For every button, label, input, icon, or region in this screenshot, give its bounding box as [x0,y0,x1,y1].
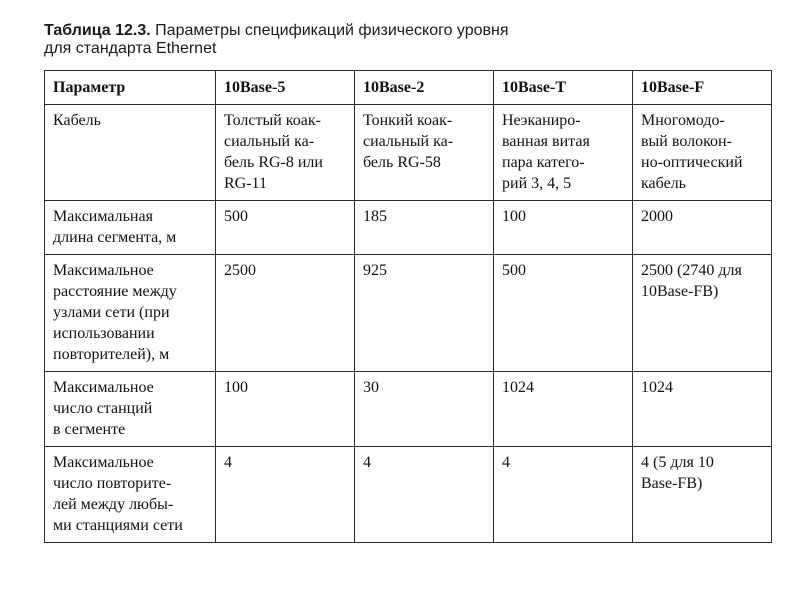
table-cell-10base-2 [355,447,494,543]
cell-line: повторителей), м [53,346,170,363]
table-cell-10base-f [633,447,772,543]
cell-line: вый волокон- [641,133,732,150]
cell-line: 4 [502,454,510,471]
header-row [45,71,772,105]
caption-text-2: для стандарта Ethernet [44,40,217,57]
table-row [45,372,772,447]
header-cell-10base-5: 10Base-5 [216,71,355,105]
cell-line: Base-FB) [641,475,703,492]
cell-line: длина сегмента, м [53,229,177,246]
table-cell-10base-f [633,201,772,255]
cell-line: 2500 (2740 для [641,262,742,279]
table-cell-10base-5 [216,105,355,201]
table-cell-10base-f [633,255,772,372]
cell-line: 925 [363,262,387,279]
cell-line: 1024 [502,379,534,396]
cell-line: Неэканиро- [502,112,581,129]
cell-line: пара катего- [502,154,585,171]
header-cell-param: Параметр [45,71,216,105]
table-cell-10base-t [494,372,633,447]
cell-line: рий 3, 4, 5 [502,175,572,192]
cell-line: 10Base-FB) [641,283,719,300]
cell-line: 185 [363,208,387,225]
cell-line: расстояние между [53,283,177,300]
cell-line: бель RG-58 [363,154,441,171]
cell-line: узлами сети (при [53,304,170,321]
caption-label: Таблица 12.3. [44,22,151,39]
table-row [45,201,772,255]
table-cell-10base-5 [216,201,355,255]
cell-line: лей между любы- [53,496,174,513]
cell-line: сиальный ка- [224,133,315,150]
ethernet-spec-table [44,70,772,543]
cell-line: ванная витая [502,133,590,150]
caption-text-1: Параметры спецификаций физического уровня [155,22,509,39]
cell-line: Толстый коак- [224,112,321,129]
table-cell-10base-t [494,447,633,543]
table-cell-10base-t [494,255,633,372]
table-cell-param [45,372,216,447]
cell-line: число повторите- [53,475,172,492]
cell-line: число станций [53,400,153,417]
caption-line-1 [44,22,604,40]
cell-line: 30 [363,379,379,396]
cell-line: 500 [502,262,526,279]
table-cell-10base-2 [355,255,494,372]
table-cell-10base-2 [355,372,494,447]
header-cell-10base-t: 10Base-T [494,71,633,105]
table-cell-10base-t [494,201,633,255]
table-row [45,447,772,543]
cell-line: 4 [363,454,371,471]
cell-line: использовании [53,325,155,342]
cell-line: ми станциями сети [53,517,183,534]
table-cell-10base-2 [355,201,494,255]
cell-line: в сегменте [53,421,126,438]
cell-line: 4 (5 для 10 [641,454,714,471]
cell-line: Кабель [53,112,101,129]
cell-line: Максимальное [53,379,154,396]
cell-line: Максимальная [53,208,153,225]
table-cell-10base-f [633,372,772,447]
cell-line: Максимальное [53,262,154,279]
table-row [45,255,772,372]
cell-line: 100 [224,379,248,396]
table-cell-param [45,255,216,372]
cell-line: 500 [224,208,248,225]
cell-line: 100 [502,208,526,225]
cell-line: сиальный ка- [363,133,454,150]
table-row [45,105,772,201]
table-caption [44,22,604,58]
table-cell-10base-5 [216,447,355,543]
header-cell-10base-2: 10Base-2 [355,71,494,105]
table-cell-param [45,105,216,201]
table-cell-10base-5 [216,255,355,372]
cell-line: RG-11 [224,175,267,192]
table-cell-10base-2 [355,105,494,201]
table-cell-param [45,201,216,255]
cell-line: Максимальное [53,454,154,471]
cell-line: 4 [224,454,232,471]
cell-line: бель RG-8 или [224,154,323,171]
header-cell-10base-f: 10Base-F [633,71,772,105]
cell-line: 1024 [641,379,673,396]
cell-line: но-оптический [641,154,743,171]
table-cell-10base-5 [216,372,355,447]
cell-line: Многомодо- [641,112,725,129]
table-cell-10base-t [494,105,633,201]
table-cell-10base-f [633,105,772,201]
table-cell-param [45,447,216,543]
cell-line: Тонкий коак- [363,112,453,129]
cell-line: кабель [641,175,686,192]
cell-line: 2500 [224,262,256,279]
cell-line: 2000 [641,208,673,225]
